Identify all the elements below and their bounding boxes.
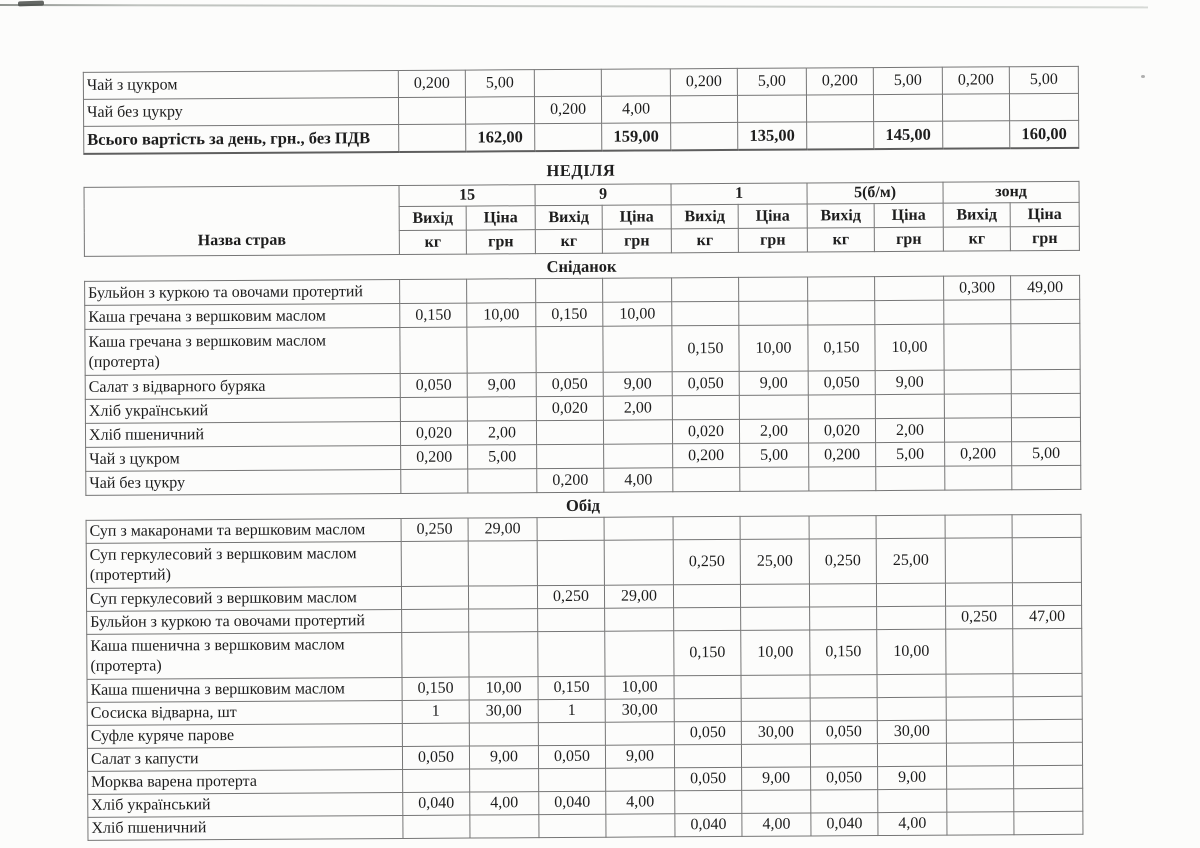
weight-value xyxy=(399,124,466,152)
weight-value: 0,050 xyxy=(810,721,877,744)
weight-value: 0,150 xyxy=(538,676,605,699)
dish-name: Морква варена протерта xyxy=(88,769,403,794)
weight-value xyxy=(538,631,605,676)
price-value: 10,00 xyxy=(603,302,672,326)
price-value xyxy=(1011,299,1080,323)
dish-name: Чай без цукру xyxy=(83,97,398,126)
price-value xyxy=(603,420,672,444)
weight-value xyxy=(944,324,1011,370)
price-value: 5,00 xyxy=(873,67,942,94)
price-value: 5,00 xyxy=(1009,66,1078,93)
weight-value xyxy=(400,279,467,303)
price-value xyxy=(1011,323,1080,369)
dish-name: Хліб український xyxy=(88,792,403,817)
price-value xyxy=(875,394,944,418)
price-value: 47,00 xyxy=(1013,605,1082,628)
price-value: 29,00 xyxy=(604,585,673,608)
price-value xyxy=(875,300,944,324)
price-value: 30,00 xyxy=(605,699,674,722)
price-value xyxy=(877,697,946,720)
weight-value xyxy=(809,467,876,491)
weight-value: 0,150 xyxy=(402,677,469,700)
price-value: 9,00 xyxy=(469,746,538,769)
price-value: 10,00 xyxy=(467,303,536,327)
price-value xyxy=(469,609,538,632)
weight-value xyxy=(672,301,739,325)
dish-name: Сосиска відварна, шт xyxy=(87,700,402,725)
day-totals-table xyxy=(83,66,1079,155)
weight-value: 0,200 xyxy=(537,468,604,492)
price-value xyxy=(1014,765,1083,788)
weight-value xyxy=(539,768,606,791)
weight-value xyxy=(402,723,469,746)
dish-row xyxy=(86,537,1081,588)
weight-value xyxy=(673,584,740,607)
price-value xyxy=(742,790,811,813)
price-value: 4,00 xyxy=(470,792,539,815)
weight-value xyxy=(943,121,1010,149)
dish-name: Чай з цукром xyxy=(86,445,401,471)
weight-value xyxy=(944,418,1011,442)
weight-value xyxy=(807,122,874,150)
weight-value: 0,050 xyxy=(672,371,739,395)
weight-value xyxy=(810,744,877,767)
price-value xyxy=(740,516,809,539)
price-value: 5,00 xyxy=(740,443,809,467)
dish-name: Хліб український xyxy=(85,397,400,423)
price-value xyxy=(1014,811,1083,834)
price-unit-header: грн xyxy=(466,230,535,254)
weight-value: 0,150 xyxy=(808,325,875,371)
price-value: 30,00 xyxy=(469,700,538,723)
weight-value: 0,150 xyxy=(674,630,741,675)
weight-value xyxy=(400,397,467,421)
price-unit-header: грн xyxy=(738,228,807,252)
diet-group-label: 15 xyxy=(399,185,535,207)
dish-name: Бульйон з куркою та овочами протертий xyxy=(85,279,400,305)
weight-value xyxy=(536,420,603,444)
weight-value: 0,200 xyxy=(534,96,601,123)
price-value xyxy=(1011,393,1080,417)
price-value xyxy=(876,515,945,538)
weight-value xyxy=(401,541,468,586)
price-value xyxy=(605,608,674,631)
weight-value: 0,150 xyxy=(672,325,739,371)
weight-value xyxy=(538,608,605,631)
weight-value: 0,200 xyxy=(401,445,468,469)
dish-name: Хліб пшеничний xyxy=(88,815,403,840)
menu-header-table xyxy=(84,181,1080,257)
price-unit-header: грн xyxy=(602,229,671,253)
weight-value xyxy=(537,517,604,540)
price-value xyxy=(741,607,810,630)
weight-value xyxy=(946,697,1013,720)
price-value xyxy=(469,632,538,677)
output-header: Вихід xyxy=(943,203,1010,227)
weight-value: 0,050 xyxy=(536,372,603,396)
weight-value: 0,200 xyxy=(673,443,740,467)
price-value: 10,00 xyxy=(739,325,808,371)
price-value xyxy=(741,698,810,721)
weight-value xyxy=(674,607,741,630)
weight-value: 0,200 xyxy=(945,442,1012,466)
price-value: 9,00 xyxy=(605,745,674,768)
weight-value xyxy=(946,629,1013,674)
diet-group-label: 9 xyxy=(535,184,671,206)
weight-value: 0,200 xyxy=(398,70,465,97)
price-value xyxy=(465,97,534,124)
price-value: 2,00 xyxy=(603,396,672,420)
weight-value: 0,300 xyxy=(944,276,1011,300)
price-value: 49,00 xyxy=(1011,275,1080,299)
diet-group-label: зонд xyxy=(943,181,1079,203)
price-value: 29,00 xyxy=(468,518,537,541)
price-value xyxy=(739,277,808,301)
weight-value: 0,050 xyxy=(811,767,878,790)
price-value xyxy=(741,744,810,767)
price-value: 5,00 xyxy=(876,442,945,466)
price-header: Ціна xyxy=(1010,202,1079,226)
price-header: Ціна xyxy=(874,203,943,227)
weight-value: 0,040 xyxy=(539,791,606,814)
price-value xyxy=(739,301,808,325)
price-value xyxy=(876,583,945,606)
weight-value: 1 xyxy=(402,700,469,723)
weight-value: 0,020 xyxy=(808,419,875,443)
weight-value xyxy=(810,607,877,630)
price-value xyxy=(606,814,675,837)
price-value xyxy=(467,279,536,303)
weight-value xyxy=(947,789,1014,812)
price-value: 4,00 xyxy=(878,812,947,835)
dish-name: Бульйон з куркою та овочами протертий xyxy=(87,609,402,634)
output-unit-header: кг xyxy=(807,228,874,252)
weight-value xyxy=(674,675,741,698)
price-value xyxy=(603,278,672,302)
weight-value xyxy=(401,586,468,609)
price-value: 10,00 xyxy=(875,324,944,370)
price-value: 25,00 xyxy=(876,538,945,583)
dish-name: Чай без цукру xyxy=(86,469,401,495)
price-header: Ціна xyxy=(466,206,535,230)
dish-name: Суфле куряче парове xyxy=(87,723,402,748)
price-value xyxy=(1013,673,1082,696)
price-value xyxy=(876,466,945,490)
weight-value xyxy=(808,277,875,301)
weight-value xyxy=(537,444,604,468)
weight-value: 0,250 xyxy=(946,606,1013,629)
day-title: НЕДІЛЯ xyxy=(546,160,616,181)
price-value xyxy=(739,395,808,419)
price-unit-header: грн xyxy=(874,227,943,251)
dish-name: Всього вартість за день, грн., без ПДВ xyxy=(84,124,399,153)
price-value: 5,00 xyxy=(1012,441,1081,465)
dish-name: Суп геркулесовий з вершковим маслом (протертий) xyxy=(86,541,401,588)
weight-value xyxy=(400,327,467,373)
weight-value xyxy=(402,609,469,632)
price-value: 4,00 xyxy=(604,468,673,492)
output-header: Вихід xyxy=(399,206,466,230)
weight-value xyxy=(672,277,739,301)
price-value xyxy=(604,517,673,540)
price-value xyxy=(468,586,537,609)
weight-value: 0,020 xyxy=(672,419,739,443)
weight-value xyxy=(810,698,877,721)
price-value xyxy=(1012,465,1081,489)
dish-row xyxy=(85,323,1080,375)
price-value xyxy=(468,469,537,493)
price-value xyxy=(470,815,539,838)
weight-value xyxy=(808,395,875,419)
weight-value: 0,020 xyxy=(536,396,603,420)
weight-value xyxy=(398,97,465,124)
weight-value: 0,050 xyxy=(400,373,467,397)
dish-row xyxy=(87,628,1082,679)
price-value xyxy=(877,606,946,629)
price-value xyxy=(878,789,947,812)
price-value xyxy=(1013,719,1082,742)
price-value xyxy=(1014,788,1083,811)
price-value xyxy=(467,397,536,421)
dish-name: Суп з макаронами та вершковим маслом xyxy=(86,518,401,543)
weight-value xyxy=(538,722,605,745)
price-value xyxy=(605,722,674,745)
price-value: 25,00 xyxy=(740,539,809,584)
weight-value: 0,250 xyxy=(673,539,740,584)
weight-value xyxy=(673,516,740,539)
weight-value: 0,250 xyxy=(401,518,468,541)
price-value: 9,00 xyxy=(878,766,947,789)
price-value: 159,00 xyxy=(602,123,671,151)
weight-value xyxy=(674,744,741,767)
dish-name: Каша гречана з вершковим маслом xyxy=(85,303,400,329)
price-value xyxy=(469,723,538,746)
dish-name: Хліб пшеничний xyxy=(85,421,400,447)
weight-value xyxy=(537,540,604,585)
weight-value xyxy=(942,94,1009,121)
weight-value xyxy=(809,516,876,539)
weight-value: 0,250 xyxy=(809,539,876,584)
price-value xyxy=(1013,696,1082,719)
weight-value xyxy=(945,466,1012,490)
price-value xyxy=(740,467,809,491)
price-value: 10,00 xyxy=(469,677,538,700)
weight-value: 0,150 xyxy=(400,303,467,327)
price-value: 9,00 xyxy=(742,767,811,790)
price-value: 160,00 xyxy=(1010,120,1079,148)
price-value xyxy=(603,326,672,372)
price-value xyxy=(1012,582,1081,605)
weight-value xyxy=(946,743,1013,766)
weight-value xyxy=(945,538,1012,583)
weight-value xyxy=(944,300,1011,324)
dish-name: Каша гречана з вершковим маслом (протерта) xyxy=(85,327,400,375)
weight-value xyxy=(536,326,603,372)
weight-value: 0,050 xyxy=(808,371,875,395)
output-unit-header: кг xyxy=(943,227,1010,251)
weight-value xyxy=(671,122,738,150)
weight-value xyxy=(947,766,1014,789)
price-value xyxy=(468,541,537,586)
price-value: 2,00 xyxy=(467,421,536,445)
price-value: 10,00 xyxy=(877,629,946,674)
weight-value xyxy=(811,790,878,813)
weight-value xyxy=(806,95,873,122)
weight-value: 0,050 xyxy=(538,745,605,768)
price-value xyxy=(877,743,946,766)
weight-value xyxy=(401,469,468,493)
price-value: 5,00 xyxy=(737,68,806,95)
dish-row xyxy=(86,465,1081,495)
output-header: Вихід xyxy=(671,204,738,228)
weight-value xyxy=(402,632,469,677)
price-value xyxy=(605,631,674,676)
price-value: 30,00 xyxy=(741,721,810,744)
weight-value: 0,040 xyxy=(675,813,742,836)
price-value: 145,00 xyxy=(874,121,943,149)
breakfast-title: Сніданок xyxy=(546,256,617,277)
output-unit-header: кг xyxy=(671,228,738,252)
weight-value xyxy=(672,395,739,419)
price-value xyxy=(1013,628,1082,673)
dish-name: Салат з відварного буряка xyxy=(85,373,400,399)
lunch-title: Обід xyxy=(565,495,601,515)
price-value: 10,00 xyxy=(741,630,810,675)
breakfast-table xyxy=(84,275,1081,496)
price-value xyxy=(1011,417,1080,441)
output-unit-header: кг xyxy=(399,230,466,254)
price-value: 2,00 xyxy=(739,419,808,443)
dish-name: Салат з капусти xyxy=(87,746,402,771)
weight-value: 0,150 xyxy=(536,302,603,326)
price-value: 9,00 xyxy=(739,371,808,395)
weight-value: 0,040 xyxy=(403,792,470,815)
weight-value: 0,200 xyxy=(806,68,873,95)
weight-value xyxy=(673,467,740,491)
weight-value: 0,250 xyxy=(537,585,604,608)
weight-value xyxy=(403,815,470,838)
price-header: Ціна xyxy=(602,205,671,229)
price-value: 9,00 xyxy=(467,373,536,397)
weight-value: 0,200 xyxy=(670,68,737,95)
price-value xyxy=(877,674,946,697)
price-value xyxy=(606,768,675,791)
price-value: 4,00 xyxy=(742,813,811,836)
price-value xyxy=(1012,537,1081,582)
dish-row xyxy=(88,811,1083,840)
price-value xyxy=(740,584,809,607)
weight-value xyxy=(539,814,606,837)
dish-name: Чай з цукром xyxy=(83,70,398,99)
weight-value xyxy=(945,583,1012,606)
diet-group-label: 5(б/м) xyxy=(807,182,943,204)
weight-value xyxy=(809,584,876,607)
price-value: 4,00 xyxy=(601,96,670,123)
weight-value xyxy=(536,278,603,302)
weight-value: 0,020 xyxy=(400,421,467,445)
weight-value xyxy=(810,675,877,698)
price-value xyxy=(1012,514,1081,537)
price-value xyxy=(1013,742,1082,765)
dish-name: Каша пшенична з вершковим маслом xyxy=(87,677,402,702)
weight-value: 0,200 xyxy=(809,443,876,467)
day-total-row xyxy=(84,120,1079,154)
weight-value: 0,150 xyxy=(810,630,877,675)
price-value xyxy=(1009,93,1078,120)
lunch-table xyxy=(86,514,1084,841)
weight-value xyxy=(944,370,1011,394)
weight-value xyxy=(674,698,741,721)
price-value xyxy=(875,276,944,300)
price-value xyxy=(873,94,942,121)
price-value xyxy=(737,95,806,122)
price-value xyxy=(604,444,673,468)
weight-value xyxy=(946,674,1013,697)
weight-value xyxy=(808,301,875,325)
weight-value xyxy=(947,812,1014,835)
weight-value xyxy=(534,69,601,96)
weight-value: 0,050 xyxy=(402,746,469,769)
weight-value: 0,040 xyxy=(811,813,878,836)
price-value: 9,00 xyxy=(603,372,672,396)
price-value xyxy=(467,327,536,373)
price-value: 10,00 xyxy=(605,676,674,699)
price-value: 162,00 xyxy=(466,124,535,152)
price-value xyxy=(470,769,539,792)
output-header: Вихід xyxy=(807,204,874,228)
weight-value: 0,050 xyxy=(675,767,742,790)
price-value xyxy=(604,540,673,585)
output-header: Вихід xyxy=(535,205,602,229)
weight-value xyxy=(945,515,1012,538)
price-value xyxy=(1011,369,1080,393)
weight-value xyxy=(670,95,737,122)
dish-name: Каша пшенична з вершковим маслом (протерта) xyxy=(87,632,402,679)
weight-value: 0,050 xyxy=(674,721,741,744)
price-value xyxy=(601,69,670,96)
price-value: 135,00 xyxy=(738,122,807,150)
price-value: 30,00 xyxy=(877,720,946,743)
weight-value xyxy=(403,769,470,792)
weight-value xyxy=(535,123,602,151)
price-value: 4,00 xyxy=(606,791,675,814)
price-value: 9,00 xyxy=(875,370,944,394)
weight-value: 0,200 xyxy=(942,67,1009,94)
weight-value xyxy=(944,394,1011,418)
diet-group-label: 1 xyxy=(671,183,807,205)
price-value: 2,00 xyxy=(875,418,944,442)
price-value: 5,00 xyxy=(468,445,537,469)
price-value xyxy=(741,675,810,698)
weight-value xyxy=(946,720,1013,743)
name-column-header: Назва страв xyxy=(84,185,399,256)
price-value: 5,00 xyxy=(465,70,534,97)
price-header: Ціна xyxy=(738,204,807,228)
weight-value xyxy=(675,790,742,813)
weight-value: 1 xyxy=(538,699,605,722)
price-unit-header: грн xyxy=(1010,226,1079,250)
output-unit-header: кг xyxy=(535,229,602,253)
dish-name: Суп геркулесовий з вершковим маслом xyxy=(86,586,401,611)
